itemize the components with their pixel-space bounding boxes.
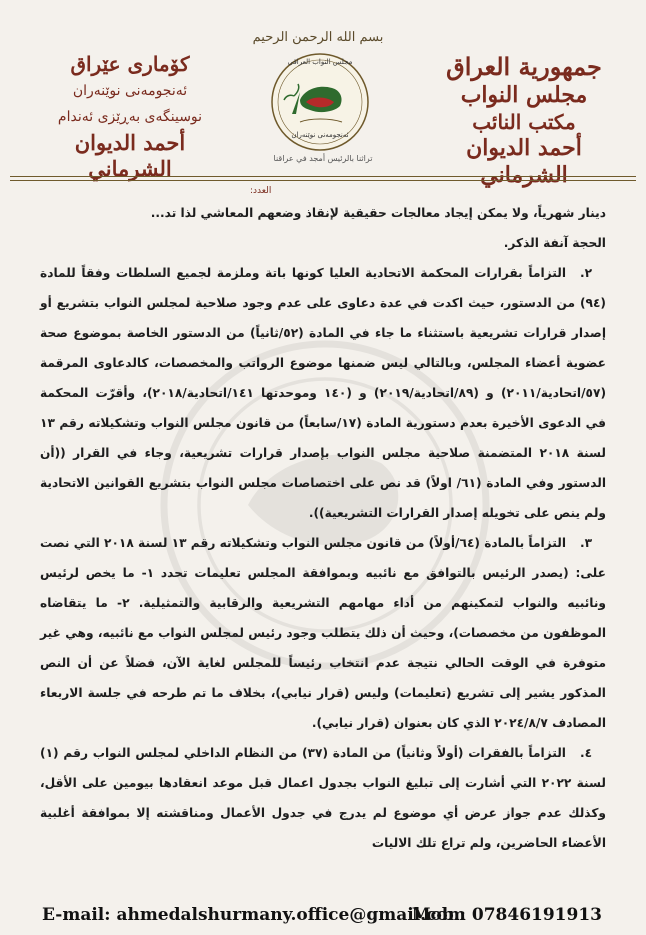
paragraph-item-2 — [40, 258, 606, 528]
header-name-kurdish: أحمد الديوان الشرماني — [74, 130, 186, 182]
footer — [14, 905, 634, 931]
emblem-caption-kurdish: ئەنجومەنی نوێنەران — [291, 131, 349, 139]
letterhead — [0, 0, 646, 196]
item-text: التزاماً بقرارات المحكمة الاتحادية العليا كونها باتة وملزمة لجميع السلطات وفقاً للمادة (٩٤) من الدستور، حيث اكدت في عدة دعاوى على عدم وجود صلاحية لمجلس النواب بتشريع أو إصدار قرارات تشريعية باستثناء ما جاء في المادة (٥٢/ثانياً) من الدستور الخاصة بموضوع صحة عضوية أعضاء المجلس، وبالتالي ليس ضمنها موضوع الرواتب والمخصصات، كالدعاوى المرقمة (٥٧/اتحادية/٢٠١١) و (٨٩/اتحادية/٢٠١٩) و (١٤٠ وموحدتها ١٤١/اتحادية/٢٠١٨)، وأقرّت المحكمة في الدعوى الأخيرة بعدم دستورية المادة (١٧/سابعاً) من قانون مجلس النواب وتشكيلاته رقم ١٣ لسنة ٢٠١٨ المتضمنة صلاحية مجلس النواب بإصدار قرارات تشريعية، وجاء في القرار ((أن الدستور وفي المادة (٦١/ اولاً) قد نص على اختصاصات مجلس النواب بتشريع القوانين الاتحادية ولم ينص على تخويله إصدار القرارات التشريعية)). — [40, 266, 607, 520]
header-parliament-arabic: مجلس النواب — [460, 82, 588, 108]
header-parliament-kurdish: ئەنجومەنی نوێنەران — [72, 83, 188, 99]
emblem-motto: تراثنا بالرئيس أمجد في عراقنا — [273, 154, 373, 163]
footer-email: E-mail: ahmedalshurmany.office@gmail.com — [42, 905, 466, 925]
item-number: ٢. — [579, 266, 593, 280]
reference-number-label: العدد: — [250, 186, 272, 196]
header-office-arabic: مكتب النائب — [472, 109, 576, 134]
paragraph-item-3 — [40, 528, 606, 738]
header-divider — [10, 176, 636, 177]
footer-mobile: Mob.: 07846191913 — [411, 905, 602, 925]
header-divider-thin — [10, 180, 636, 181]
item-text: التزاماً بالمادة (٦٤/أولاً) من قانون مجلس النواب وتشكيلاته رقم ١٣ لسنة ٢٠١٨ التي نصت على: (يصدر الرئيس بالتوافق مع نائبيه وبموافقة المجلس تعليمات تحدد ١- ما يخص لرئيس ونائبيه والنواب لتمكينهم من أداء مهامهم التشريعية والرقابية والتمثيلية. ٢- ما يتقاضاه الموظفون من مخصصات)، وحيث أن ذلك يتطلب وجود رئيس لمجلس النواب مع نائبيه، وهي غير متوفرة في الوقت الحالي نتيجة عدم انتخاب رئيساً للمجلس لغاية الآن، فضلاً عن أن النص المذكور يشير إلى تشريع (تعليمات) وليس (قرار نيابي)، بخلاف ما تم طرحه في جلسة الاربعاء المصادف ٢٠٢٤/٨/٧ الذي كان بعنوان (قرار نيابي). — [40, 536, 606, 730]
paragraph-item-4 — [40, 738, 606, 858]
header-name-arabic: أحمد الديوان الشرماني — [466, 134, 582, 188]
letterhead-kurdish-block — [30, 52, 230, 183]
emblem-caption-arabic: مجلس النواب العراقي — [287, 58, 353, 66]
letter-body — [40, 198, 606, 858]
item-number: ٤. — [579, 746, 593, 760]
basmala: بسم الله الرحمن الرحيم — [252, 30, 384, 45]
header-country-kurdish: كۆماری عێراق — [70, 52, 190, 76]
header-country-arabic: جمهورية العراق — [446, 52, 602, 81]
header-office-kurdish: نوسینگەی بەڕێزی ئەندام — [57, 108, 203, 125]
letterhead-arabic-block — [424, 52, 624, 190]
item-text: التزاماً بالفقرات (أولاً وثانياً) من المادة (٣٧) من النظام الداخلي لمجلس النواب رقم (١) لسنة ٢٠٢٢ التي أشارت إلى تبليغ النواب بجدول اعمال قبل موعد انعقادها بيومين على الأقل، وكذلك عدم جواز عرض أي موضوع لم يدرج في جدول الأعمال ومناقشته إلا بموافقة أغلبية الأعضاء الحاضرين، ولم تراع تلك الاليات — [40, 746, 607, 850]
paragraph-continuation: دينار شهرياً، ولا يمكن إيجاد معالجات حقيقية لإنقاذ وضعهم المعاشي لذا تد... — [150, 206, 606, 220]
paragraph-continuation-end: الحجة آنفة الذكر. — [503, 236, 606, 250]
item-number: ٣. — [579, 536, 593, 550]
